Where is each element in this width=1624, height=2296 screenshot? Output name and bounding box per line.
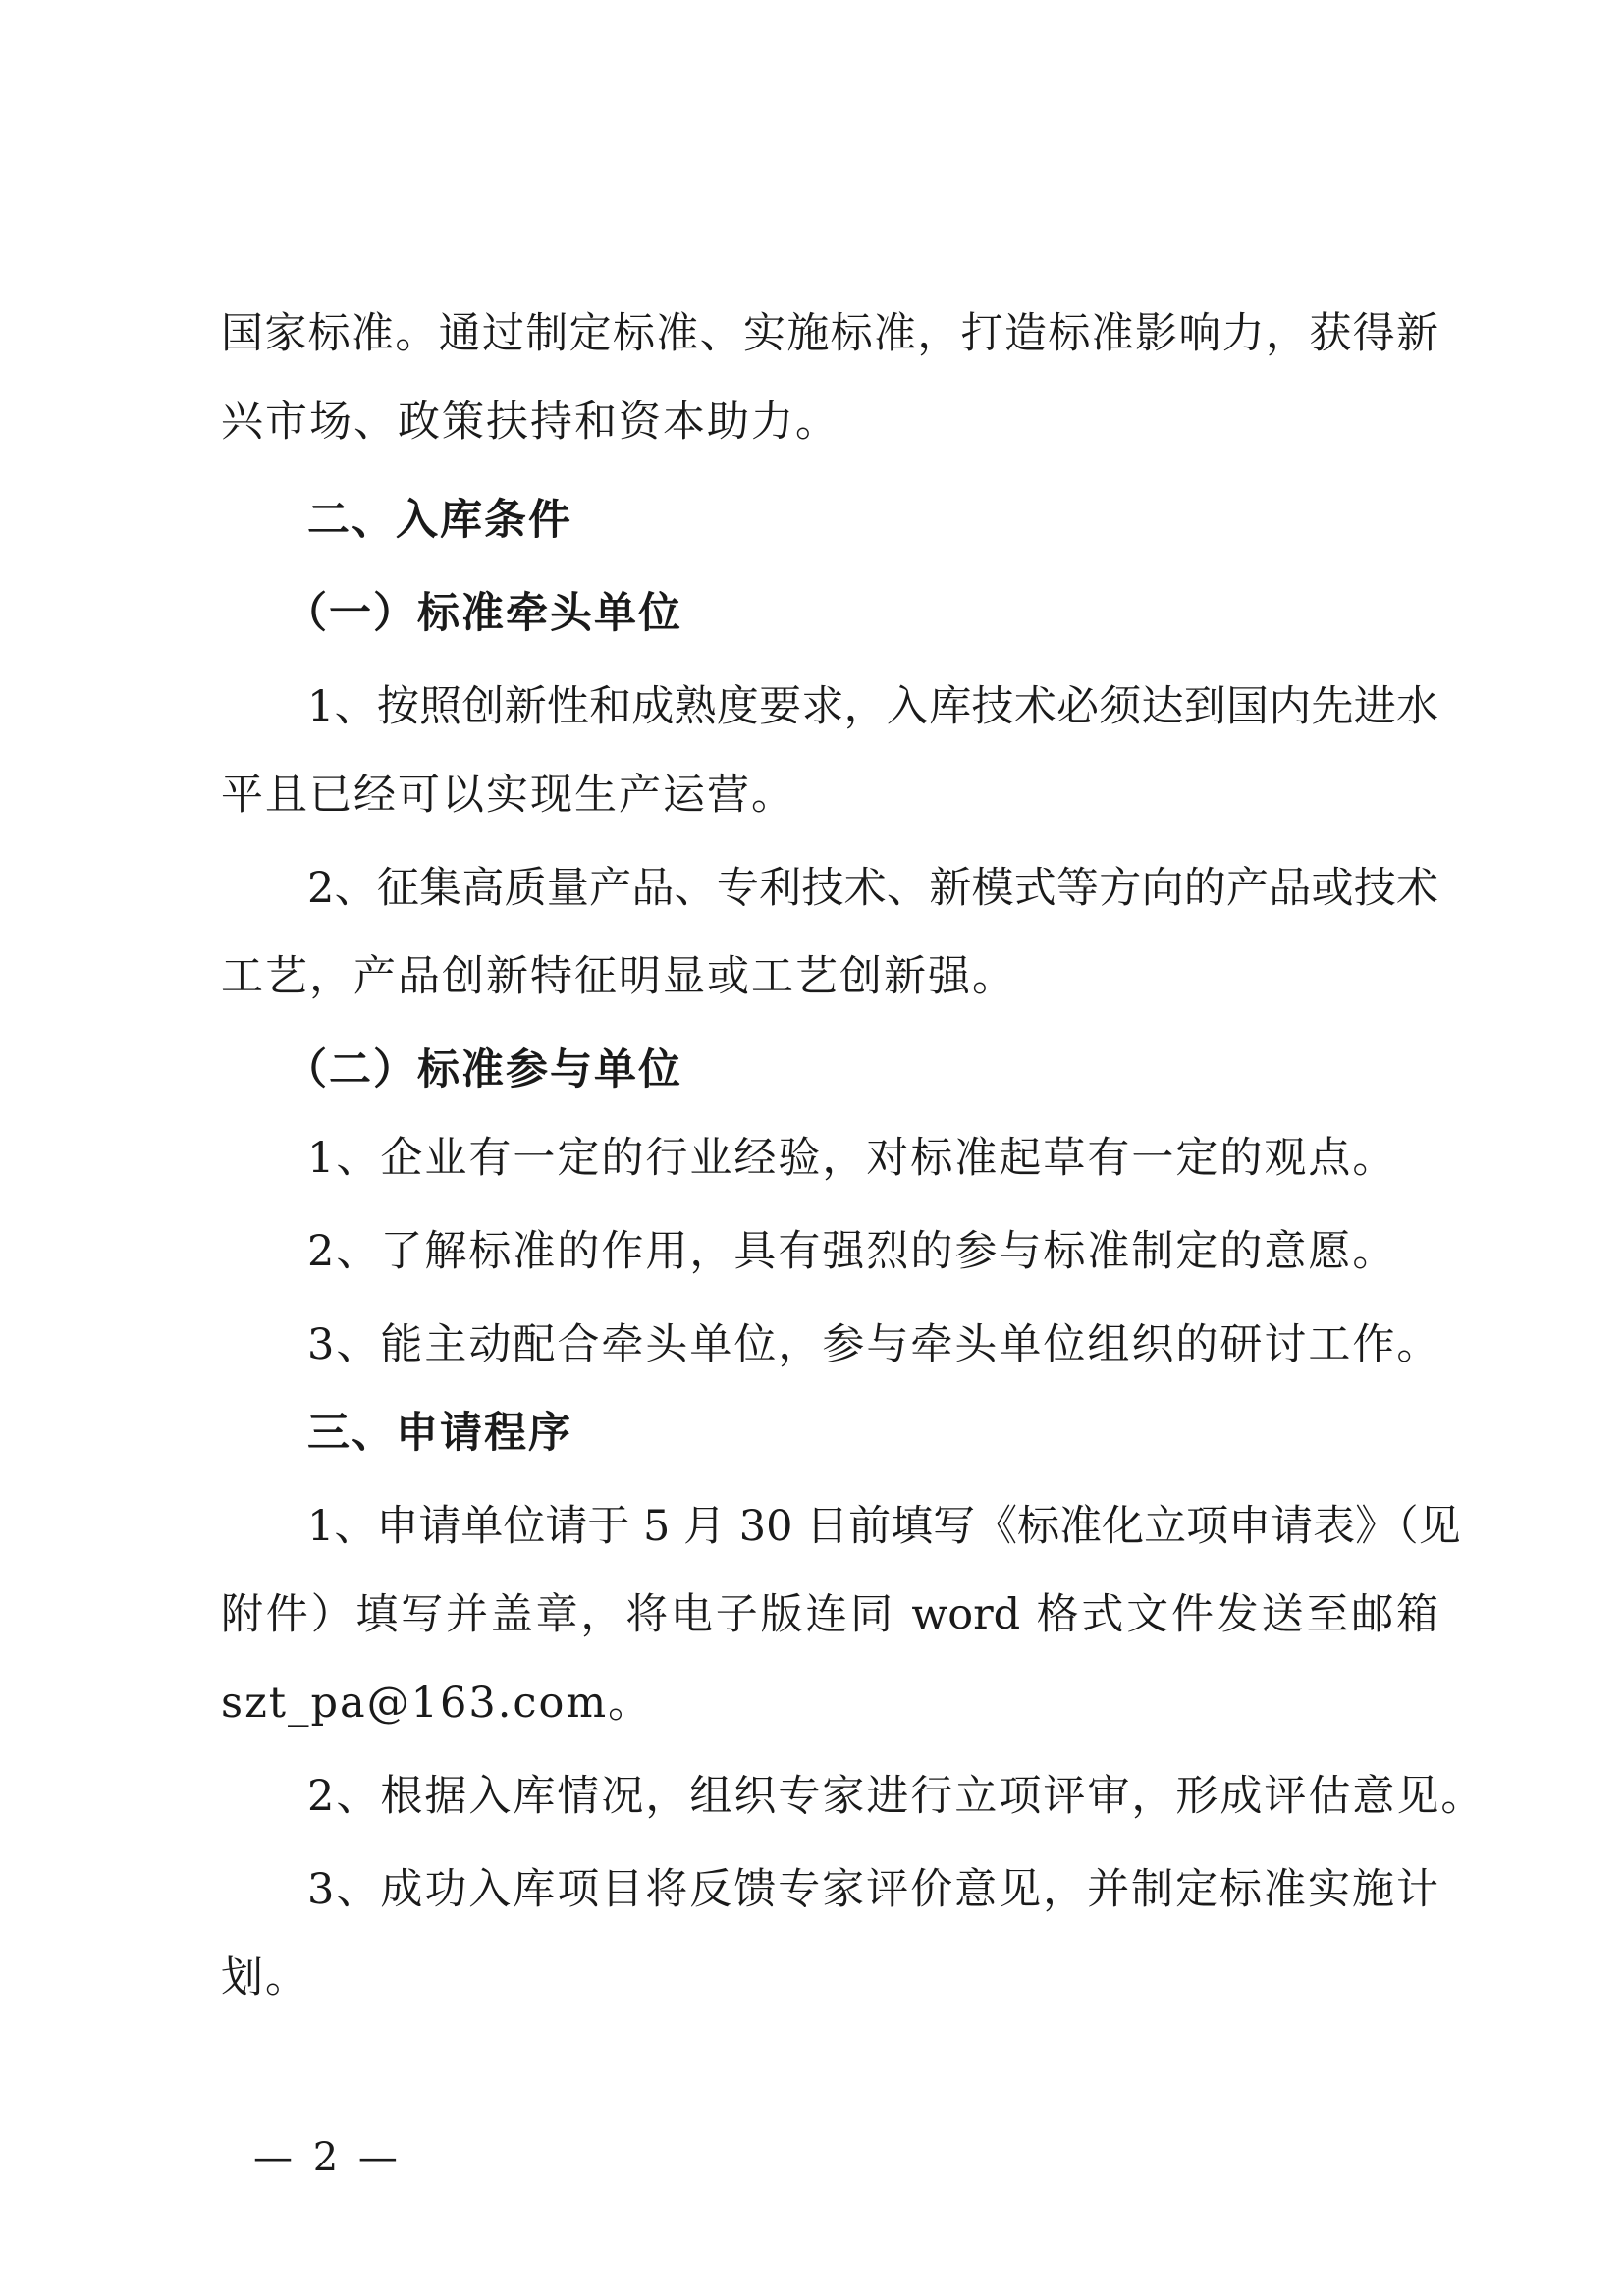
paragraph-line: 划。 — [221, 1953, 309, 2002]
paragraph-line: 3、成功入库项目将反馈专家评价意见，并制定标准实施计 — [307, 1865, 1438, 1914]
paragraph-line: 2、根据入库情况，组织专家进行立项评审，形成评估意见。 — [307, 1772, 1486, 1821]
paragraph-line: 1、按照创新性和成熟度要求，入库技术必须达到国内先进水 — [307, 682, 1438, 731]
section-heading: 三、申请程序 — [307, 1409, 572, 1458]
paragraph-line: 3、能主动配合牵头单位，参与牵头单位组织的研讨工作。 — [307, 1320, 1441, 1369]
paragraph-line: 平且已经可以实现生产运营。 — [221, 771, 795, 820]
section-heading: 二、入库条件 — [307, 496, 572, 545]
subsection-heading: （二）标准参与单位 — [285, 1045, 682, 1095]
subsection-heading: （一）标准牵头单位 — [285, 589, 682, 638]
paragraph-line: 1、企业有一定的行业经验，对标准起草有一定的观点。 — [307, 1134, 1397, 1183]
paragraph-line: 2、征集高质量产品、专利技术、新模式等方向的产品或技术 — [307, 864, 1438, 913]
email-address: szt_pa@163.com。 — [221, 1679, 653, 1728]
page-number: — 2 — — [253, 2135, 402, 2180]
paragraph-line: 国家标准。通过制定标准、实施标准，打造标准影响力，获得新 — [221, 309, 1438, 358]
paragraph-line: 工艺，产品创新特征明显或工艺创新强。 — [221, 952, 1016, 1001]
paragraph-line: 2、了解标准的作用，具有强烈的参与标准制定的意愿。 — [307, 1227, 1397, 1276]
paragraph-line: 1、申请单位请于 5 月 30 日前填写《标准化立项申请表》（见 — [307, 1502, 1461, 1551]
paragraph-line: 兴市场、政策扶持和资本助力。 — [221, 398, 839, 447]
paragraph-line: 附件）填写并盖章，将电子版连同 word 格式文件发送至邮箱 — [221, 1590, 1438, 1639]
